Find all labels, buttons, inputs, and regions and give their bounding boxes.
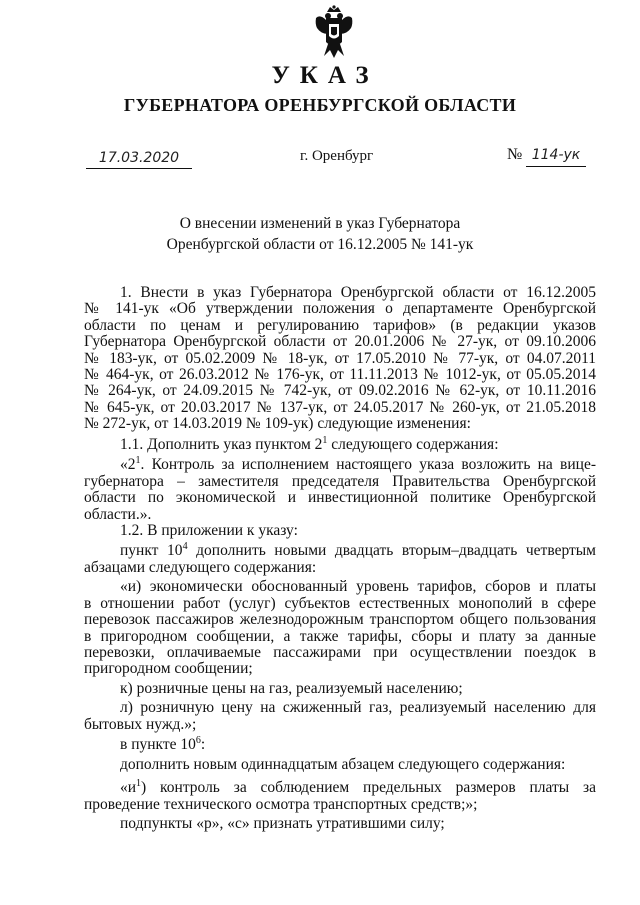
paragraph-line: проведение технического осмотра транспортных средств;»; bbox=[84, 795, 478, 813]
document-city: г. Оренбург bbox=[300, 148, 374, 164]
paragraph-item-i1 bbox=[84, 776, 596, 813]
paragraph-line: № 141-ук «Об утверждении положения о департаменте Оренбургской bbox=[84, 300, 596, 318]
paragraph-item-i bbox=[84, 579, 596, 677]
paragraph-line: области по экономической и инвестиционной политике Оренбургской bbox=[84, 489, 596, 507]
paragraph-line: № 272-ук, от 14.03.2019 № 109-ук) следующие изменения: bbox=[84, 415, 471, 433]
paragraph-line: л) розничную цену на сжиженный газ, реализуемый населению для bbox=[120, 699, 596, 717]
coat-of-arms-icon bbox=[312, 4, 356, 60]
document-heading-line-1: О внесении изменений в указ Губернатора bbox=[179, 215, 461, 232]
paragraph-line: Губернатора Оренбургской области от 20.01.2006 № 27-ук, от 09.10.2006 bbox=[84, 333, 596, 351]
superscript: 1 bbox=[136, 778, 142, 789]
paragraph-punkt-10-4 bbox=[84, 539, 596, 576]
document-number: 114-ук bbox=[526, 145, 586, 167]
paragraph-line: в пригородном сообщении, а также тарифы, сборы и плату за данные bbox=[84, 627, 596, 645]
text-segment: . Контроль за исполнением настоящего указа возложить на вице- bbox=[140, 456, 596, 474]
document-body bbox=[84, 285, 596, 832]
superscript: 6 bbox=[195, 735, 201, 747]
text-segment: 1.1. Дополнить указ пунктом 2 bbox=[120, 435, 323, 453]
document-number-label: № bbox=[507, 146, 523, 163]
paragraph-line: области.». bbox=[84, 505, 152, 523]
paragraph-line: в отношении работ (услуг) субъектов естественных монополий в сфере bbox=[84, 594, 596, 612]
paragraph-line: № 645-ук, от 20.03.2017 № 137-ук, от 24.05.2017 № 260-ук, от 21.05.2018 bbox=[84, 398, 596, 416]
text-segment: пункт 10 bbox=[120, 542, 183, 560]
text-segment: ) контроль за соблюдением предельных размеров платы за bbox=[141, 779, 596, 797]
document-date: 17.03.2020 bbox=[86, 148, 192, 169]
paragraph-line bbox=[84, 539, 596, 560]
paragraph-1-2: 1.2. В приложении к указу: bbox=[120, 522, 298, 539]
paragraph-line: губернатора – заместителя председателя Правительства Оренбургской bbox=[84, 472, 596, 490]
paragraph-line: пригородном сообщении; bbox=[84, 660, 253, 678]
text-segment: «и bbox=[120, 779, 137, 797]
paragraph-line: 1. Внести в указ Губернатора Оренбургской области от 16.12.2005 bbox=[120, 284, 596, 301]
paragraph-line: № 264-ук, от 24.09.2015 № 742-ук, от 09.02.2016 № 62-ук, от 10.11.2016 bbox=[84, 382, 596, 400]
paragraph-line: «и) экономически обоснованный уровень тарифов, сборов и платы bbox=[120, 578, 596, 596]
paragraph-line bbox=[84, 776, 596, 797]
document-heading-line-2: Оренбургской области от 16.12.2005 № 141-ук bbox=[166, 236, 474, 253]
paragraph-line: абзацами следующего содержания: bbox=[84, 558, 317, 576]
text-segment: в пункте 10 bbox=[120, 736, 196, 754]
paragraph-line: № 183-ук, от 05.02.2009 № 18-ук, от 17.05.2010 № 77-ук, от 04.07.2011 bbox=[84, 349, 596, 367]
paragraph-punkt-10-6 bbox=[84, 733, 596, 754]
superscript: 1 bbox=[322, 434, 328, 446]
paragraph-add-abzac: дополнить новым одиннадцатым абзацем следующего содержания: bbox=[120, 755, 566, 773]
page-title: УКАЗ bbox=[271, 62, 379, 89]
paragraph-1-1 bbox=[84, 433, 596, 454]
paragraph-line: перевозок пассажиров железнодорожным транспортом общего пользования bbox=[84, 611, 596, 629]
paragraph-line: № 464-ук, от 26.03.2012 № 176-ук, от 11.11.2013 № 1012-ук, от 05.05.2014 bbox=[84, 366, 596, 384]
paragraph-podpunkty: подпункты «р», «с» признать утратившими силу; bbox=[120, 814, 445, 832]
paragraph-line: области по ценам и регулированию тарифов» (в редакции указов bbox=[84, 316, 596, 334]
paragraph-line bbox=[84, 453, 596, 474]
superscript: 4 bbox=[182, 541, 188, 553]
text-segment: следующего содержания: bbox=[327, 435, 499, 453]
document-heading bbox=[0, 213, 640, 255]
page-subtitle: ГУБЕРНАТОРА ОРЕНБУРГСКОЙ ОБЛАСТИ bbox=[123, 95, 517, 115]
text-segment: «2 bbox=[120, 456, 136, 474]
text-segment: : bbox=[200, 736, 206, 754]
paragraph-item-l bbox=[84, 700, 596, 733]
paragraph-quote-2-1 bbox=[84, 453, 596, 523]
text-segment: дополнить новыми двадцать вторым–двадцать четвертым bbox=[187, 542, 596, 560]
paragraph-1 bbox=[84, 285, 596, 433]
paragraph-line: бытовых нужд.»; bbox=[84, 715, 197, 733]
paragraph-line: перевозки, оплачиваемые пассажирами при осуществлении поездок в bbox=[84, 644, 596, 661]
superscript: 1 bbox=[135, 455, 141, 467]
paragraph-item-k: к) розничные цены на газ, реализуемый населению; bbox=[120, 679, 463, 697]
